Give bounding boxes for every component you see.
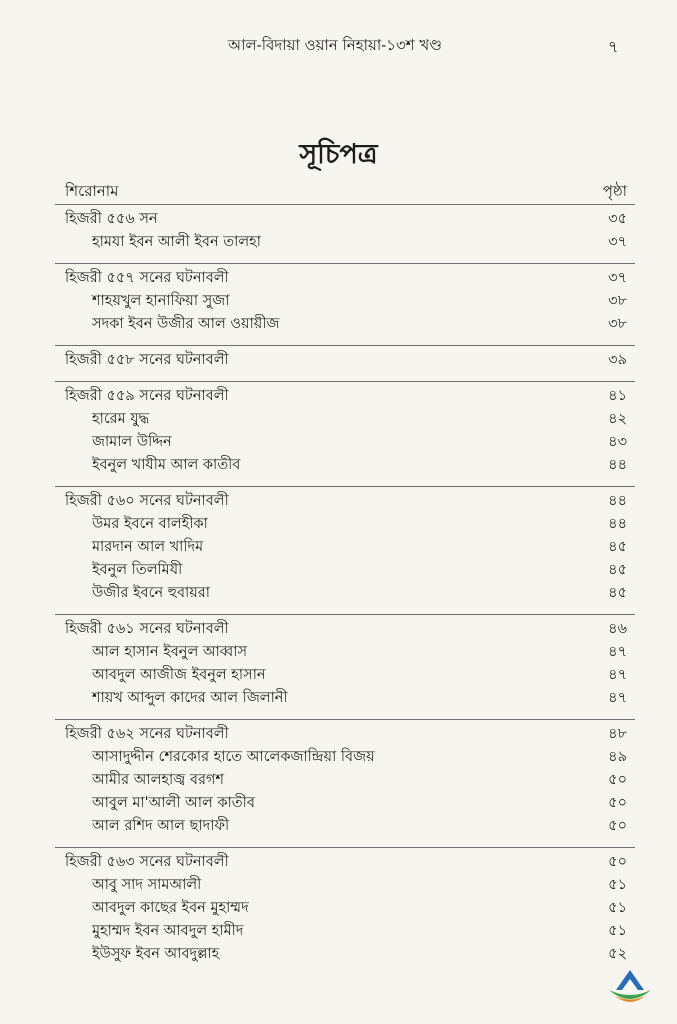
toc-entry-title: সদকা ইবন উজীর আল ওয়ায়ীজ xyxy=(92,316,280,332)
toc-entry-page: ৪৫ xyxy=(608,562,627,578)
toc-entry-page: ৫০ xyxy=(608,795,627,811)
toc-entry-title: হারেম যুদ্ধ xyxy=(92,411,150,427)
toc-entry-page: ৫০ xyxy=(608,772,627,788)
toc-entry xyxy=(55,769,635,792)
table-of-contents xyxy=(55,176,635,975)
toc-year-heading xyxy=(55,385,635,408)
toc-entry-page: ৩৫ xyxy=(608,211,627,227)
toc-entry-title: আসাদুদ্দীন শেরকোর হাতে আলেকজান্দ্রিয়া বিজয় xyxy=(92,749,375,765)
toc-entry xyxy=(55,231,635,254)
toc-entry-title: শায়খ আব্দুল কাদের আল জিলানী xyxy=(92,690,288,706)
toc-entry-page: ৪৪ xyxy=(608,457,627,473)
toc-entry-page: ৪৪ xyxy=(608,516,627,532)
toc-entry xyxy=(55,313,635,336)
toc-column-headers xyxy=(55,176,635,204)
toc-entry-title: আমীর আলহাজ্ব বরগশ xyxy=(92,772,225,788)
toc-entry-title: হিজরী ৫৫৮ সনের ঘটনাবলী xyxy=(65,352,229,368)
toc-entry-title: হিজরী ৫৬৩ সনের ঘটনাবলী xyxy=(65,854,229,870)
toc-year-heading xyxy=(55,208,635,231)
toc-entry-title: উমর ইবনে বালহীকা xyxy=(92,516,208,532)
toc-entry-page: ৫২ xyxy=(608,946,627,962)
toc-entry-page: ৫০ xyxy=(608,818,627,834)
toc-entry-page: ৪৮ xyxy=(608,726,627,742)
toc-entry-title: হিজরী ৫৬০ সনের ঘটনাবলী xyxy=(65,493,229,509)
toc-entry xyxy=(55,792,635,815)
toc-section xyxy=(55,381,635,477)
toc-entry-page: ৩৭ xyxy=(608,234,627,250)
publisher-logo xyxy=(605,968,655,1004)
toc-entry xyxy=(55,454,635,477)
toc-entry-title: আবু সাদ সামআলী xyxy=(92,877,202,893)
toc-entry-page: ৪৫ xyxy=(608,539,627,555)
toc-entry-page: ৪৭ xyxy=(608,644,627,660)
toc-body xyxy=(55,204,635,966)
toc-entry xyxy=(55,920,635,943)
toc-entry-title: জামাল উদ্দিন xyxy=(92,434,172,450)
toc-year-heading xyxy=(55,851,635,874)
toc-entry-page: ৩৭ xyxy=(608,270,627,286)
toc-entry-title: হিজরী ৫৫৭ সনের ঘটনাবলী xyxy=(65,270,229,286)
toc-year-heading xyxy=(55,490,635,513)
toc-entry-title: আবদুল কাছের ইবন মুহাম্মদ xyxy=(92,900,249,916)
toc-entry xyxy=(55,513,635,536)
page-title: সূচিপত্র xyxy=(299,139,378,170)
toc-year-heading xyxy=(55,267,635,290)
toc-entry-page: ৪৯ xyxy=(608,749,627,765)
running-header xyxy=(0,34,677,58)
toc-section xyxy=(55,263,635,336)
toc-entry-title: ইবনুল তিলমিযী xyxy=(92,562,183,578)
toc-section xyxy=(55,345,635,372)
toc-entry xyxy=(55,641,635,664)
toc-year-heading xyxy=(55,723,635,746)
toc-entry-page: ৪৪ xyxy=(608,493,627,509)
page-number: ৭ xyxy=(608,37,619,56)
toc-entry-page: ৪২ xyxy=(608,411,627,427)
toc-entry xyxy=(55,687,635,710)
toc-entry-page: ৪১ xyxy=(608,388,627,404)
toc-entry xyxy=(55,746,635,769)
toc-entry xyxy=(55,559,635,582)
toc-entry-page: ৪৩ xyxy=(608,434,627,450)
publisher-logo-icon xyxy=(605,968,655,1004)
toc-entry xyxy=(55,431,635,454)
heading-column-label: শিরোনাম xyxy=(65,182,119,200)
toc-entry-page: ৩৮ xyxy=(608,316,627,332)
toc-entry xyxy=(55,536,635,559)
toc-entry-title: হিজরী ৫৬১ সনের ঘটনাবলী xyxy=(65,621,229,637)
toc-entry-page: ৩৮ xyxy=(608,293,627,309)
toc-section xyxy=(55,486,635,605)
toc-entry-page: ৩৯ xyxy=(608,352,627,368)
toc-entry-title: আল রশিদ আল ছাদাফী xyxy=(92,818,230,834)
toc-entry-title: ইউসুফ ইবন আবদুল্লাহ xyxy=(92,946,220,962)
toc-entry xyxy=(55,943,635,966)
toc-entry-page: ৫১ xyxy=(608,923,627,939)
toc-entry xyxy=(55,815,635,838)
toc-section xyxy=(55,614,635,710)
toc-entry xyxy=(55,897,635,920)
page-column-label: পৃষ্ঠা xyxy=(602,182,627,200)
toc-entry xyxy=(55,874,635,897)
toc-entry-title: ইবনুল খাযীম আল কাতীব xyxy=(92,457,241,473)
toc-entry-title: মারদান আল খাদিম xyxy=(92,539,204,555)
toc-entry-page: ৫০ xyxy=(608,854,627,870)
toc-entry xyxy=(55,664,635,687)
toc-entry-title: হামযা ইবন আলী ইবন তালহা xyxy=(92,234,261,250)
toc-entry-page: ৪৫ xyxy=(608,585,627,601)
toc-entry xyxy=(55,582,635,605)
toc-section xyxy=(55,719,635,838)
toc-entry-page: ৫১ xyxy=(608,900,627,916)
toc-entry-page: ৫১ xyxy=(608,877,627,893)
toc-entry xyxy=(55,408,635,431)
toc-section xyxy=(55,847,635,966)
toc-entry-page: ৪৭ xyxy=(608,690,627,706)
toc-entry-page: ৪৭ xyxy=(608,667,627,683)
toc-entry-title: আল হাসান ইবনুল আব্বাস xyxy=(92,644,248,660)
toc-entry-title: শাহয়খুল হানাফিয়া সুজা xyxy=(92,293,230,309)
toc-entry-title: হিজরী ৫৫৬ সন xyxy=(65,211,158,227)
toc-entry-title: আবুল মা'আলী আল কাতীব xyxy=(92,795,255,811)
toc-year-heading xyxy=(55,349,635,372)
toc-entry-title: আবদুল আজীজ ইবনুল হাসান xyxy=(92,667,266,683)
toc-entry-title: হিজরী ৫৫৯ সনের ঘটনাবলী xyxy=(65,388,229,404)
running-title: আল-বিদায়া ওয়ান নিহায়া-১৩শ খণ্ড xyxy=(228,36,442,54)
toc-entry-title: হিজরী ৫৬২ সনের ঘটনাবলী xyxy=(65,726,229,742)
toc-entry-page: ৪৬ xyxy=(608,621,627,637)
toc-entry xyxy=(55,290,635,313)
toc-entry-title: উজীর ইবনে হুবায়রা xyxy=(92,585,210,601)
toc-section xyxy=(55,204,635,254)
toc-year-heading xyxy=(55,618,635,641)
toc-entry-title: মুহাম্মদ ইবন আবদুল হামীদ xyxy=(92,923,244,939)
